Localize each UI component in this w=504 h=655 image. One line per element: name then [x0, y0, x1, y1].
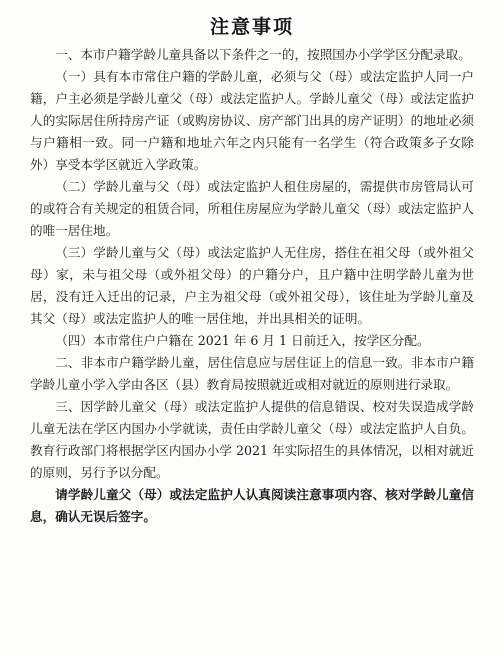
section-1-item-4: （四）本市常住户户籍在 2021 年 6 月 1 日前迁入，按学区分配。 — [55, 333, 430, 348]
section-1-item-2: （二）学龄儿童与父（母）或法定监护人租住房屋的，需提供市房管局认可的或符合有关规定的租赁合同，所租住房屋应为学龄儿童父（母）或法定监护人的唯一居住地。 — [30, 179, 474, 238]
section-1-item-1: （一）具有本市常住户籍的学龄儿童，必须与父（母）或法定监护人同一户籍，户主必须是学龄儿童父（母）或法定监护人。学龄儿童父（母）或法定监护人的实际居住所持房产证（或购房协议、房产部门出具的房产证明）的地址必须与户籍相一致。同一户籍和地址六年之内只能有一名学生（符合政策多子女除外）享受本学区就近入学政策。 — [30, 69, 474, 172]
section-1-intro: 一、本市户籍学龄儿童具备以下条件之一的，按照国办小学学区分配录取。 — [55, 47, 471, 62]
closing-note: 请学龄儿童父（母）或法定监护人认真阅读注意事项内容、核对学龄儿童信息，确认无误后签字。 — [30, 487, 474, 524]
page-title: 注意事项 — [209, 16, 294, 38]
section-1-item-3: （三）学龄儿童与父（母）或法定监护人无住房，搭住在祖父母（或外祖父母）家，未与祖父母（或外祖父母）的户籍分户，且户籍中注明学龄儿童为世居，没有迁入迁出的记录，户主为祖父母（或外祖父母），该住址为学龄儿童及其父（母）或法定监护人的唯一居住地，并出具相关的证明。 — [30, 245, 474, 326]
section-2: 二、非本市户籍学龄儿童，居住信息应与居住证上的信息一致。非本市户籍学龄儿童小学入学由各区（县）教育局按照就近或相对就近的原则进行录取。 — [30, 355, 474, 392]
section-3: 三、因学龄儿童父（母）或法定监护人提供的信息错误、校对失误造成学龄儿童无法在学区内国办小学就读，责任由学龄儿童父（母）或法定监护人自负。教育行政部门将根据学区内国办小学 2021 年实际招生的具体情况，以相对就近的原则，另行予以分配。 — [30, 399, 474, 480]
